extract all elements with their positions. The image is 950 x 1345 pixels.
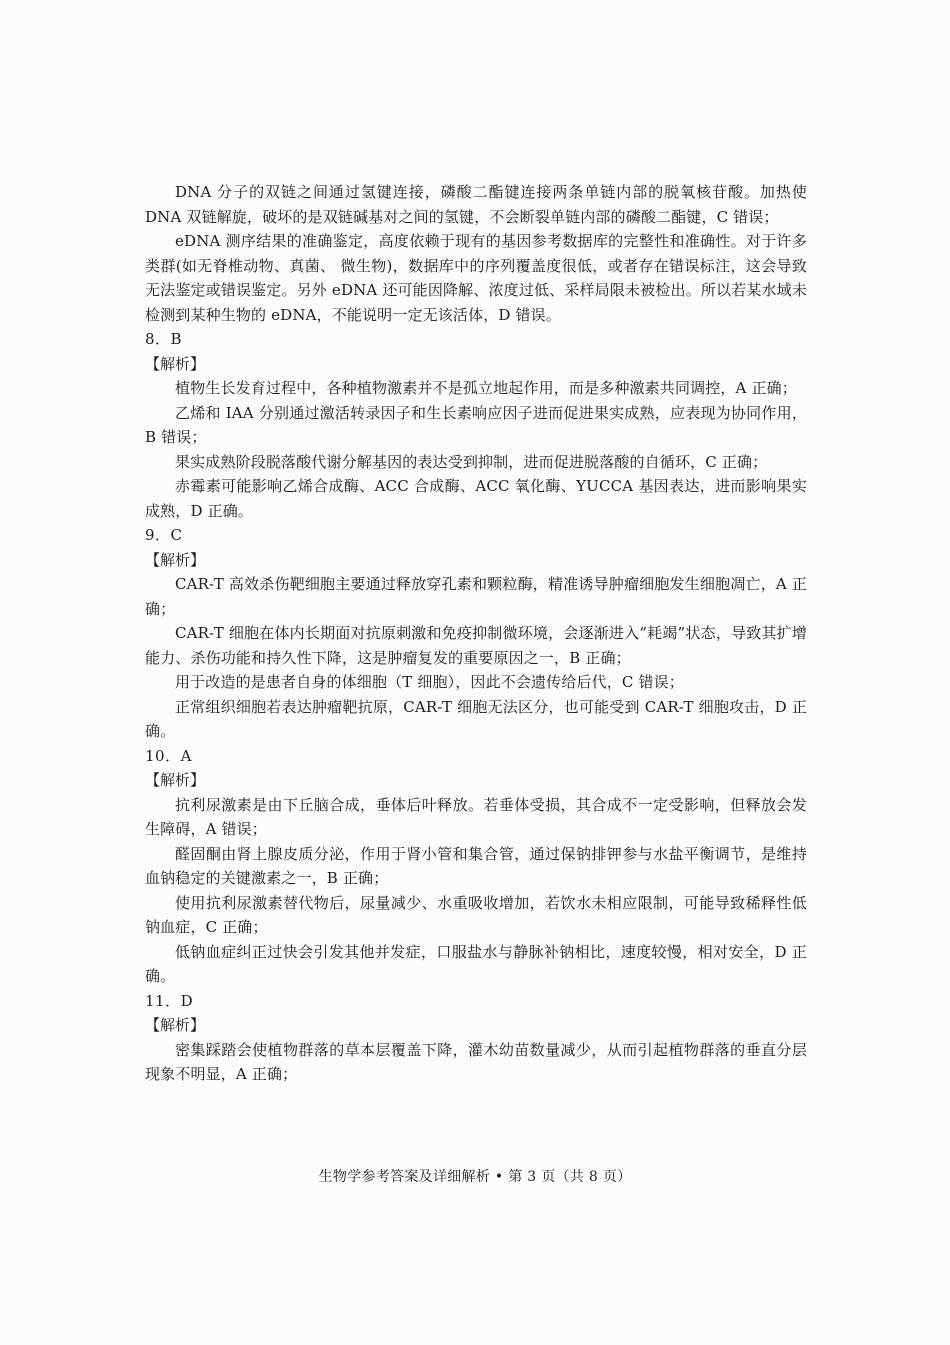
page-footer: 生物学参考答案及详细解析 • 第 3 页（共 8 页） [318,1169,632,1185]
paragraph: 正常组织细胞若表达肿瘤靶抗原，CAR-T 细胞无法区分，也可能受到 CAR-T 细胞攻击，D 正确。 [145,697,807,740]
paragraph: 乙烯和 IAA 分别通过激活转录因子和生长素响应因子进而促进果实成熟，应表现为协同作用，B 错误； [145,403,807,446]
paragraph: 赤霉素可能影响乙烯合成酶、ACC 合成酶、ACC 氧化酶、YUCCA 基因表达，进而影响果实成熟，D 正确。 [145,477,807,520]
question-answer: 8．B [145,330,183,348]
paragraph: 醛固酮由肾上腺皮质分泌，作用于肾小管和集合管，通过保钠排钾参与水盐平衡调节，是维持血钠稳定的关键激素之一，B 正确； [145,844,807,887]
paragraph: eDNA 测序结果的准确鉴定，高度依赖于现有的基因参考数据库的完整性和准确性。对于许多类群(如无脊椎动物、真菌、 微生物)，数据库中的序列覆盖度很低，或者存在错误标注，这会导致无法鉴定或错误鉴定。另外 eDNA 还可能因降解、浓度过低、采样局限未被检出。所以若某水域未检测到某种生物的 eDNA，不能说明一定无该活体，D 错误。 [145,232,807,324]
paragraph: DNA 分子的双链之间通过氢键连接，磷酸二酯键连接两条单链内部的脱氧核苷酸。加热使 DNA 双链解旋，破坏的是双链碱基对之间的氢键，不会断裂单链内部的磷酸二酯键，C 错误； [145,183,807,226]
question-answer: 9．C [145,526,183,544]
paragraph: 密集踩踏会使植物群落的草本层覆盖下降，灌木幼苗数量减少，从而引起植物群落的垂直分层现象不明显，A 正确； [145,1040,807,1083]
analysis-heading: 【解析】 [145,354,206,373]
analysis-heading: 【解析】 [145,1016,206,1034]
question-answer: 11．D [145,991,194,1010]
question-answer: 10．A [145,746,192,765]
analysis-heading: 【解析】 [145,550,206,569]
paragraph: CAR-T 细胞在体内长期面对抗原刺激和免疫抑制微环境，会逐渐进入“耗竭”状态，导致其扩增能力、杀伤功能和持久性下降，这是肿瘤复发的重要原因之一，B 正确； [145,624,807,667]
paragraph: 使用抗利尿激素替代物后，尿量减少、水重吸收增加，若饮水未相应限制，可能导致稀释性低钠血症，C 正确； [145,893,807,936]
answer-content [145,180,807,1087]
paragraph: 抗利尿激素是由下丘脑合成，垂体后叶释放。若垂体受损，其合成不一定受影响，但释放会发生障碍，A 错误； [145,795,807,838]
paragraph: CAR-T 高效杀伤靶细胞主要通过释放穿孔素和颗粒酶，精准诱导肿瘤细胞发生细胞凋亡，A 正确； [145,575,807,618]
paragraph: 用于改造的是患者自身的体细胞（T 细胞），因此不会遗传给后代，C 错误； [175,673,684,691]
paragraph: 果实成熟阶段脱落酸代谢分解基因的表达受到抑制，进而促进脱落酸的自循环，C 正确； [175,452,768,471]
paragraph: 低钠血症纠正过快会引发其他并发症，口服盐水与静脉补钠相比，速度较慢，相对安全，D 正确。 [145,942,807,985]
analysis-heading: 【解析】 [145,771,206,789]
paragraph: 植物生长发育过程中，各种植物激素并不是孤立地起作用，而是多种激素共同调控，A 正确； [175,379,797,397]
